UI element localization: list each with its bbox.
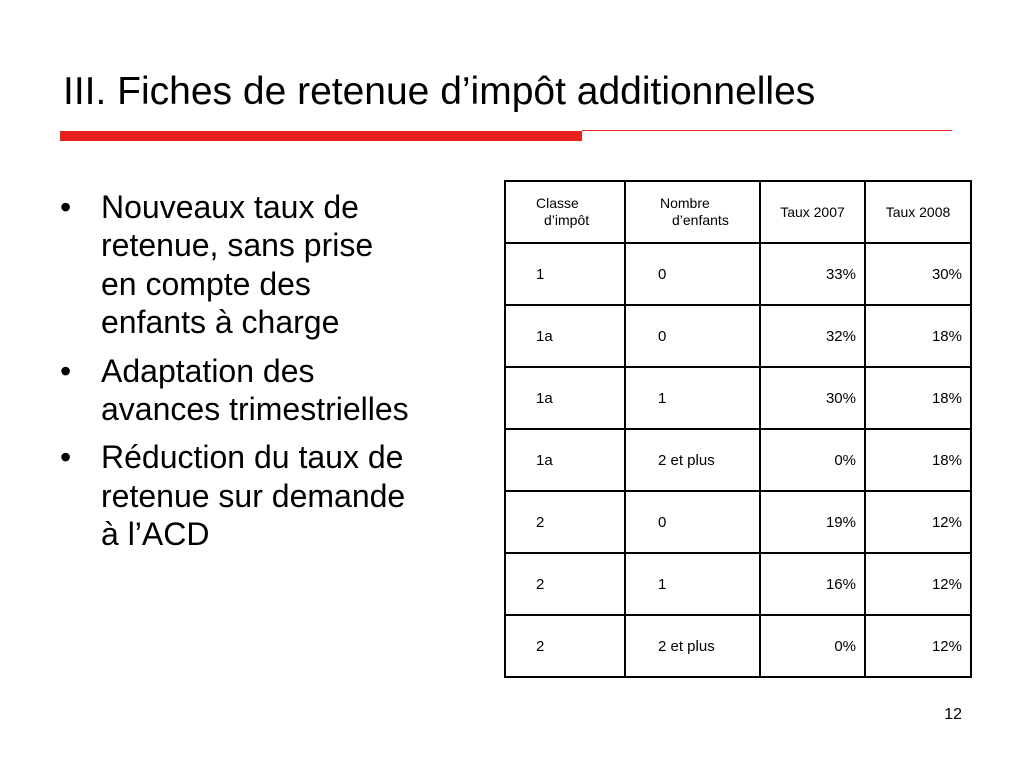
header-rate-2007: Taux 2007 — [760, 181, 865, 243]
cell-rate-2007: 33% — [760, 243, 865, 305]
cell-rate-2008: 12% — [865, 491, 971, 553]
cell-children: 0 — [625, 243, 760, 305]
cell-rate-2007: 0% — [760, 615, 865, 677]
cell-tax-class: 2 — [505, 553, 625, 615]
header-tax-class — [505, 181, 625, 243]
cell-children: 2 et plus — [625, 429, 760, 491]
cell-rate-2008: 18% — [865, 367, 971, 429]
bullet-list — [58, 188, 498, 564]
table-row — [505, 429, 971, 491]
cell-tax-class: 1a — [505, 305, 625, 367]
cell-rate-2008: 30% — [865, 243, 971, 305]
header-line: d’enfants — [672, 212, 729, 228]
bullet-line: en compte des — [101, 265, 311, 302]
table-row — [505, 305, 971, 367]
header-rate-2008: Taux 2008 — [865, 181, 971, 243]
bullet-line: retenue sur demande — [101, 477, 406, 514]
cell-children: 1 — [625, 553, 760, 615]
bullet-line: à l’ACD — [101, 516, 210, 553]
title-underline-thin — [582, 130, 952, 131]
cell-rate-2008: 18% — [865, 305, 971, 367]
title-underline — [60, 130, 952, 142]
cell-children: 0 — [625, 491, 760, 553]
table-row — [505, 367, 971, 429]
cell-rate-2008: 18% — [865, 429, 971, 491]
table-row — [505, 615, 971, 677]
bullet-line: enfants à charge — [101, 304, 340, 341]
bullet-line: Nouveaux taux de — [101, 189, 359, 225]
title-underline-thick — [60, 131, 582, 141]
cell-rate-2007: 32% — [760, 305, 865, 367]
cell-tax-class: 2 — [505, 491, 625, 553]
cell-tax-class: 1 — [505, 243, 625, 305]
bullet-item — [58, 438, 498, 553]
cell-children: 1 — [625, 367, 760, 429]
cell-rate-2007: 30% — [760, 367, 865, 429]
bullet-marker: • — [60, 352, 72, 389]
header-children — [625, 181, 760, 243]
cell-children: 0 — [625, 305, 760, 367]
cell-rate-2008: 12% — [865, 553, 971, 615]
cell-tax-class: 2 — [505, 615, 625, 677]
cell-children: 2 et plus — [625, 615, 760, 677]
header-line: Nombre — [660, 195, 710, 212]
bullet-marker: • — [60, 439, 72, 476]
bullet-line: Réduction du taux de — [101, 439, 404, 476]
bullet-item — [58, 188, 498, 342]
slide-title: III. Fiches de retenue d’impôt additionnelles — [63, 70, 816, 113]
cell-rate-2008: 12% — [865, 615, 971, 677]
cell-rate-2007: 0% — [760, 429, 865, 491]
bullet-line: Adaptation des — [101, 352, 315, 389]
tax-rate-table — [504, 180, 972, 678]
bullet-line: retenue, sans prise — [101, 227, 374, 264]
table-header-row — [505, 181, 971, 243]
cell-rate-2007: 16% — [760, 553, 865, 615]
cell-rate-2007: 19% — [760, 491, 865, 553]
cell-tax-class: 1a — [505, 367, 625, 429]
bullet-item — [58, 352, 498, 429]
bullet-line: avances trimestrielles — [101, 390, 409, 427]
table-row — [505, 491, 971, 553]
header-line: Classe — [536, 195, 579, 212]
table-row — [505, 553, 971, 615]
cell-tax-class: 1a — [505, 429, 625, 491]
slide-number: 12 — [944, 706, 962, 723]
bullet-marker: • — [60, 189, 72, 225]
header-line: d’impôt — [544, 212, 590, 228]
table-row — [505, 243, 971, 305]
